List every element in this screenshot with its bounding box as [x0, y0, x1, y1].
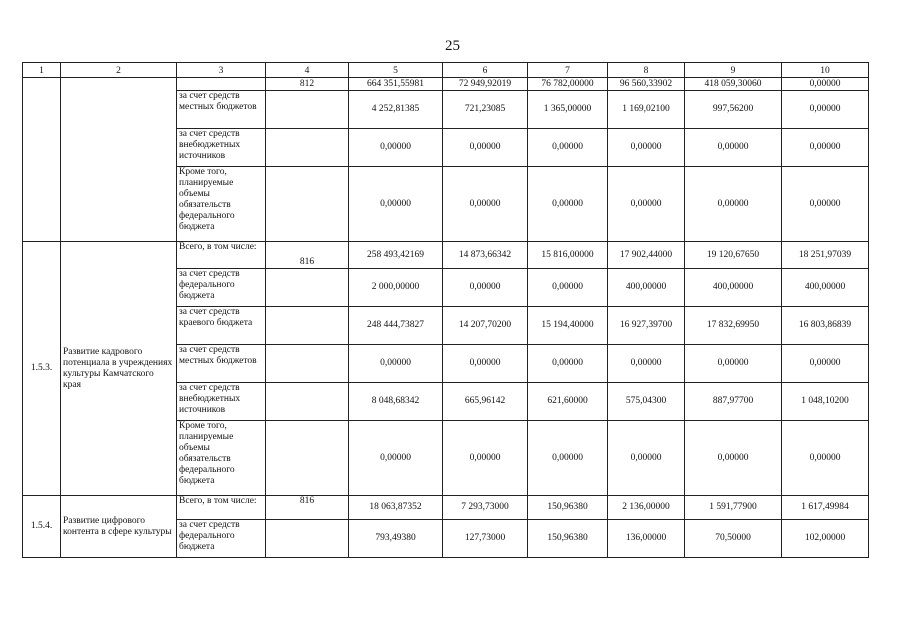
value-cell: 102,00000: [782, 520, 869, 558]
source-label: за счет средств внебюджетных источников: [177, 129, 266, 167]
value-cell: 0,00000: [443, 345, 528, 383]
activity-name-cell: [61, 78, 177, 242]
value-cell: 18 063,87352: [349, 496, 443, 520]
value-cell: 0,00000: [528, 167, 608, 242]
value-cell: 150,96380: [528, 520, 608, 558]
value-cell: 136,00000: [608, 520, 685, 558]
value-cell: 0,00000: [528, 269, 608, 307]
source-label: за счет средств местных бюджетов: [177, 345, 266, 383]
column-header: 4: [266, 63, 349, 78]
value-cell: 17 832,69950: [685, 307, 782, 345]
value-cell: 0,00000: [782, 129, 869, 167]
value-cell: 2 136,00000: [608, 496, 685, 520]
row-number-cell: [23, 78, 61, 242]
value-cell: 15 194,40000: [528, 307, 608, 345]
value-cell: 2 000,00000: [349, 269, 443, 307]
value-cell: 1 617,49984: [782, 496, 869, 520]
value-cell: 1 048,10200: [782, 383, 869, 421]
column-header: 2: [61, 63, 177, 78]
value-cell: 0,00000: [782, 421, 869, 496]
value-cell: 16 803,86839: [782, 307, 869, 345]
value-cell: 0,00000: [608, 129, 685, 167]
value-cell: 0,00000: [685, 345, 782, 383]
value-cell: 0,00000: [608, 421, 685, 496]
value-cell: 0,00000: [528, 345, 608, 383]
column-header: 10: [782, 63, 869, 78]
activity-name-cell: Развитие цифрового контента в сфере культуры: [61, 496, 177, 558]
responsible-code: [266, 345, 349, 383]
value-cell: 0,00000: [782, 78, 869, 91]
responsible-code: [266, 269, 349, 307]
value-cell: 248 444,73827: [349, 307, 443, 345]
row-number-cell: 1.5.4.: [23, 496, 61, 558]
value-cell: 665,96142: [443, 383, 528, 421]
source-label: за счет средств краевого бюджета: [177, 307, 266, 345]
responsible-code: [266, 383, 349, 421]
value-cell: 1 169,02100: [608, 91, 685, 129]
value-cell: 400,00000: [782, 269, 869, 307]
responsible-code: 812: [266, 78, 349, 91]
value-cell: 0,00000: [443, 269, 528, 307]
value-cell: 997,56200: [685, 91, 782, 129]
value-cell: 0,00000: [608, 345, 685, 383]
value-cell: 621,60000: [528, 383, 608, 421]
value-cell: 721,23085: [443, 91, 528, 129]
value-cell: 1 591,77900: [685, 496, 782, 520]
source-label: Кроме того, планируемые объемы обязательств федерального бюджета: [177, 421, 266, 496]
value-cell: 0,00000: [782, 167, 869, 242]
column-header: 3: [177, 63, 266, 78]
value-cell: 0,00000: [349, 167, 443, 242]
value-cell: 127,73000: [443, 520, 528, 558]
value-cell: 0,00000: [349, 421, 443, 496]
row-number-cell: 1.5.3.: [23, 242, 61, 496]
column-header: 7: [528, 63, 608, 78]
responsible-code: [266, 421, 349, 496]
value-cell: 400,00000: [608, 269, 685, 307]
responsible-code: 816: [266, 496, 349, 520]
source-label: за счет средств федерального бюджета: [177, 520, 266, 558]
value-cell: 0,00000: [528, 421, 608, 496]
column-header: 6: [443, 63, 528, 78]
value-cell: 15 816,00000: [528, 242, 608, 269]
value-cell: 0,00000: [349, 129, 443, 167]
source-label: Всего, в том числе:: [177, 242, 266, 269]
value-cell: 1 365,00000: [528, 91, 608, 129]
budget-table: [22, 62, 869, 558]
value-cell: 418 059,30060: [685, 78, 782, 91]
value-cell: 4 252,81385: [349, 91, 443, 129]
activity-name-cell: Развитие кадрового потенциала в учреждениях культуры Камчатского края: [61, 242, 177, 496]
value-cell: 17 902,44000: [608, 242, 685, 269]
value-cell: 664 351,55981: [349, 78, 443, 91]
responsible-code: [266, 307, 349, 345]
value-cell: 18 251,97039: [782, 242, 869, 269]
responsible-code: [266, 167, 349, 242]
responsible-code: [266, 129, 349, 167]
value-cell: 0,00000: [443, 421, 528, 496]
value-cell: 19 120,67650: [685, 242, 782, 269]
page-number: 25: [445, 38, 460, 54]
value-cell: 76 782,00000: [528, 78, 608, 91]
column-header: 5: [349, 63, 443, 78]
column-header: 1: [23, 63, 61, 78]
value-cell: 0,00000: [443, 167, 528, 242]
column-number-row: [23, 63, 869, 78]
value-cell: 0,00000: [685, 167, 782, 242]
source-label: Всего, в том числе:: [177, 496, 266, 520]
source-label: за счет средств федерального бюджета: [177, 269, 266, 307]
value-cell: 0,00000: [685, 421, 782, 496]
responsible-code: [266, 520, 349, 558]
value-cell: 0,00000: [782, 91, 869, 129]
responsible-code: 816: [266, 242, 349, 269]
table-row: [23, 242, 869, 269]
value-cell: 0,00000: [528, 129, 608, 167]
value-cell: 887,97700: [685, 383, 782, 421]
value-cell: 14 207,70200: [443, 307, 528, 345]
value-cell: 16 927,39700: [608, 307, 685, 345]
value-cell: 400,00000: [685, 269, 782, 307]
value-cell: 258 493,42169: [349, 242, 443, 269]
column-header: 9: [685, 63, 782, 78]
column-header: 8: [608, 63, 685, 78]
responsible-code: [266, 91, 349, 129]
table-row: [23, 78, 869, 91]
source-label: за счет средств местных бюджетов: [177, 91, 266, 129]
source-label: Кроме того, планируемые объемы обязательств федерального бюджета: [177, 167, 266, 242]
value-cell: 0,00000: [443, 129, 528, 167]
value-cell: 150,96380: [528, 496, 608, 520]
value-cell: 70,50000: [685, 520, 782, 558]
value-cell: 8 048,68342: [349, 383, 443, 421]
source-label: [177, 78, 266, 91]
value-cell: 14 873,66342: [443, 242, 528, 269]
value-cell: 72 949,92019: [443, 78, 528, 91]
value-cell: 793,49380: [349, 520, 443, 558]
value-cell: 0,00000: [782, 345, 869, 383]
value-cell: 0,00000: [685, 129, 782, 167]
value-cell: 0,00000: [608, 167, 685, 242]
value-cell: 7 293,73000: [443, 496, 528, 520]
table-row: [23, 496, 869, 520]
source-label: за счет средств внебюджетных источников: [177, 383, 266, 421]
value-cell: 575,04300: [608, 383, 685, 421]
value-cell: 0,00000: [349, 345, 443, 383]
value-cell: 96 560,33902: [608, 78, 685, 91]
